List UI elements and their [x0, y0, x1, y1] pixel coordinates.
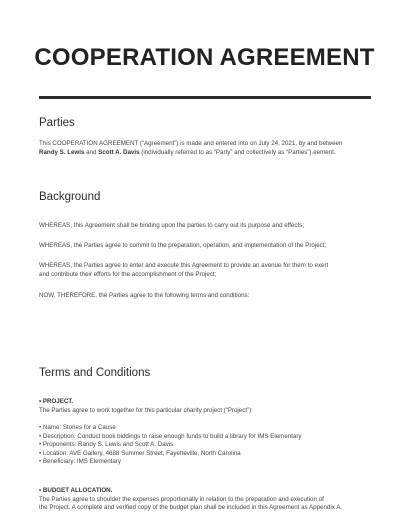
background-para-4: NOW, THEREFORE, the Parties agree to the following terms and conditions:	[39, 292, 250, 299]
background-heading: Background	[39, 191, 101, 203]
list-item: • Proponents: Randy S. Lewis and Scott A. Davis	[39, 441, 174, 449]
parties-heading: Parties	[39, 117, 75, 129]
parties-and: and	[84, 148, 99, 156]
parties-paragraph	[39, 140, 374, 157]
list-item: • Description: Conduct book biddings to raise enough funds to build a library for IMS Elementary	[39, 432, 302, 440]
background-para-3-line-1: WHEREAS, the Parties agree to enter and execute this Agreement to provide an avenue for them to exert	[39, 262, 329, 269]
list-item: • Beneficiary: IMS Elementary	[39, 458, 121, 466]
party-1-name: Randy S. Lewis	[39, 148, 85, 156]
project-label: • PROJECT.	[39, 398, 74, 405]
document-title: COOPERATION AGREEMENT	[34, 44, 375, 71]
background-para-1: WHEREAS, this Agreement shall be binding upon the parties to carry out its purpose and effects;	[39, 222, 305, 229]
parties-line-1: This COOPERATION AGREEMENT (“Agreement”) is made and entered into on July 24, 2021, by and between	[39, 140, 343, 147]
background-para-3-line-2: and contribute their efforts for the accomplishment of the Project;	[39, 270, 217, 278]
title-divider	[39, 96, 371, 99]
parties-line-2	[39, 149, 374, 158]
background-para-3	[39, 262, 374, 279]
parties-line-2-rest: (individually referred to as “Party” and collectively as “Parties”).eement.	[139, 148, 336, 156]
project-section	[39, 398, 374, 415]
list-item: • Name: Stories for a Cause	[39, 424, 116, 431]
budget-label: • BUDGET ALLOCATION.	[39, 487, 113, 494]
terms-heading: Terms and Conditions	[39, 367, 151, 379]
project-intro: The Parties agree to work together for this particular charity project (“Project”):	[39, 406, 253, 414]
budget-line-2: the Project. A complete and verified copy of the budget plan shall be included in this Agreement as Appendix A.	[39, 504, 343, 512]
project-list	[39, 424, 374, 467]
background-para-2: WHEREAS, the Parties agree to commit to the preparation, operation, and implementation of the Project;	[39, 242, 327, 249]
party-2-name: Scott A. Davis	[98, 148, 140, 156]
list-item: • Location: AVE Gallery, 4688 Summer Street, Fayetteville, North Carolina	[39, 449, 241, 457]
budget-line-1: The Parties agree to shoulder the expenses proportionally in relation to the preparation and execution of	[39, 495, 324, 503]
budget-section	[39, 487, 374, 513]
